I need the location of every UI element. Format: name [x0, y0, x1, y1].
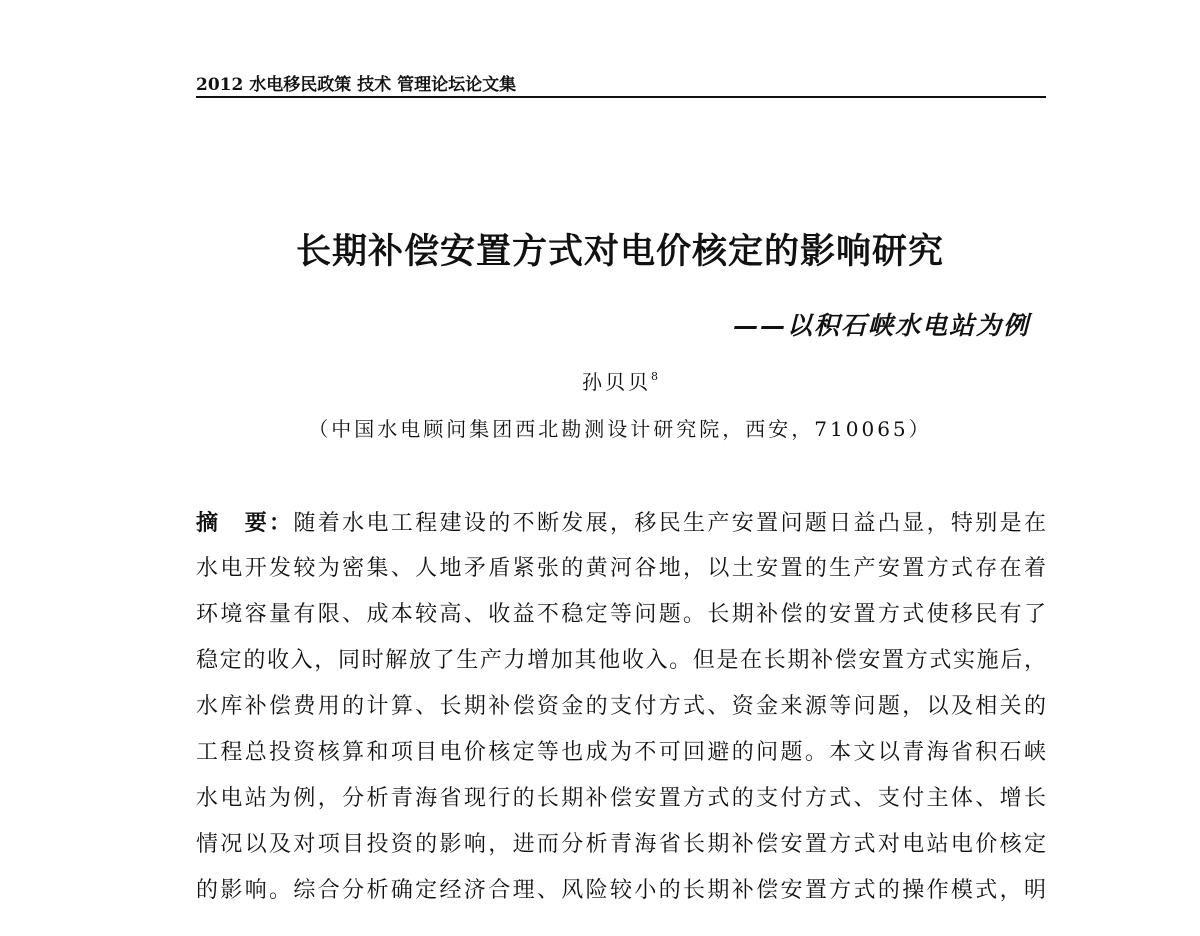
author-name: 孙贝贝: [582, 370, 651, 394]
abstract-line: 情况以及对项目投资的影响，进而分析青海省长期补偿安置方式对电站电价核定: [196, 832, 1046, 857]
abstract-line: 水电开发较为密集、人地矛盾紧张的黄河谷地，以土安置的生产安置方式存在着: [196, 556, 1046, 581]
abstract-label: 摘 要：: [196, 510, 294, 536]
affiliation: （中国水电顾问集团西北勘测设计研究院，西安，710065）: [308, 417, 932, 441]
abstract-line: 稳定的收入，同时解放了生产力增加其他收入。但是在长期补偿安置方式实施后，: [196, 648, 1046, 673]
abstract-line: 水库补偿费用的计算、长期补偿资金的支付方式、资金来源等问题，以及相关的: [196, 694, 1046, 719]
abstract-line: 水电站为例，分析青海省现行的长期补偿安置方式的支付方式、支付主体、增长: [196, 786, 1046, 811]
author-line: [0, 366, 1200, 395]
abstract-line: [196, 500, 1046, 546]
abstract-line: 工程总投资核算和项目电价核定等也成为不可回避的问题。本文以青海省积石峡: [196, 740, 1046, 765]
abstract: [196, 500, 1046, 914]
paper-subtitle: ——以积石峡水电站为例: [732, 311, 1030, 340]
running-header: 2012 水电移民政策 技术 管理论坛论文集: [196, 75, 517, 95]
abstract-line: 环境容量有限、成本较高、收益不稳定等问题。长期补偿的安置方式使移民有了: [196, 602, 1046, 627]
paper-title: 长期补偿安置方式对电价核定的影响研究: [295, 231, 944, 272]
abstract-line: 的影响。综合分析确定经济合理、风险较小的长期补偿安置方式的操作模式，明: [196, 878, 1046, 903]
header-rule: [196, 96, 1046, 98]
abstract-text: 随着水电工程建设的不断发展，移民生产安置问题日益凸显，特别是在: [293, 511, 1046, 536]
author-footnote-mark: 8: [651, 370, 658, 383]
